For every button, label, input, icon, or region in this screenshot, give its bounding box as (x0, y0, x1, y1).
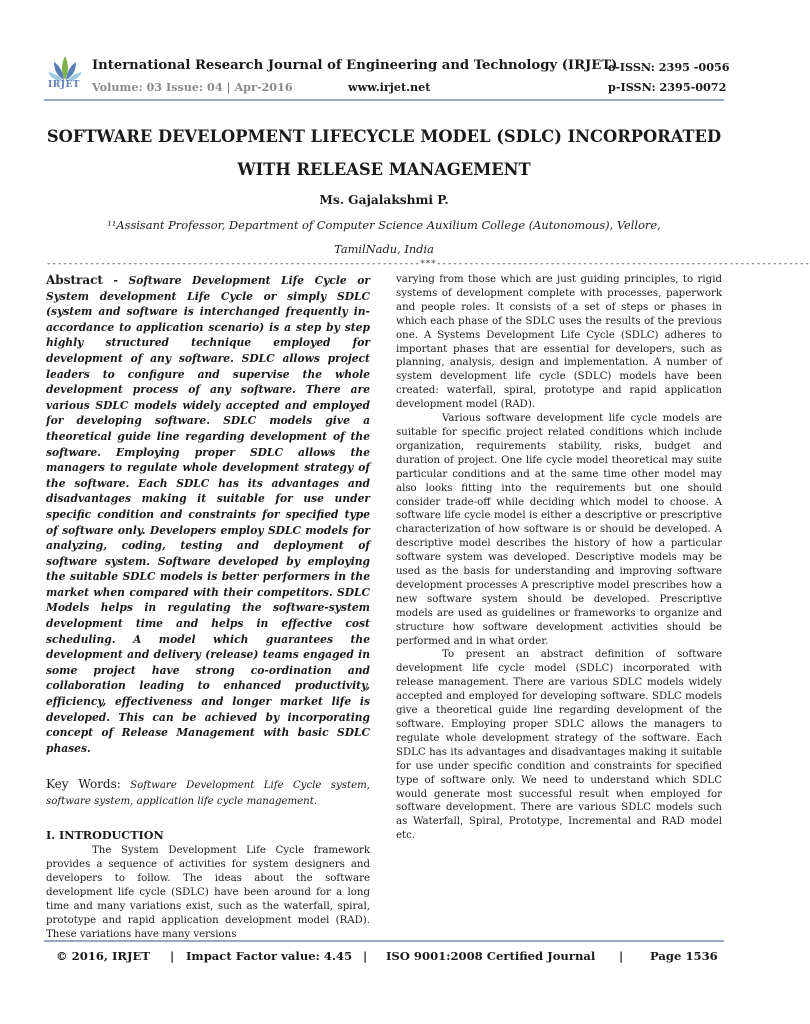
paper-title: SOFTWARE DEVELOPMENT LIFECYCLE MODEL (SDLC) INCORPORATED WITH RELEASE MANAGEMENT (46, 127, 722, 179)
footer-separator: | (170, 949, 175, 963)
intro-paragraph-2: Various software development life cycle models are suitable for specific project related conditions which include organization, requirements stability, risks, budget and duration of project. One life cycle model theoretical may suite particular conditions and at the same time other model may also looks fitting into the requirements but one should consider trade-off while deciding which model to choose. A software life cycle model is either a descriptive or prescriptive characterization of how software is or should be developed. A descriptive model describes the history of how a particular software system was developed. Descriptive models may be used as the basis for understanding and improving software development processes A prescriptive model prescribes how a new software system should be developed. Prescriptive models are used as guidelines or frameworks to organize and structure how software development activities should be performed and in what order. (396, 413, 722, 647)
abstract-text: - Software Development Life Cycle or System development Life Cycle or simply SDLC (system and software is interchanged frequently in-accordance to application scenario) is a step by step highly structured technique employed for development of any software. SDLC allows project leaders to configure and supervise the whole development process of any software. There are various SDLC models widely accepted and employed for developing software. SDLC models give a theoretical guide line regarding development of the software. Employing proper SDLC allows the managers to regulate whole development strategy of the software. Each SDLC has its advantages and disadvantages making it suitable for use under specific condition and constraints for specified type of software only. Developers employ SDLC models for analyzing, coding, testing and deployment of software system. Software developed by employing the suitable SDLC models is better performers in the market when compared with their competitors. SDLC Models helps in regulating the software-system development time and helps in effective cost scheduling. A model which guarantees the development and delivery (release) teams engaged in some project have strong co-ordination and collaboration leading to enhanced productivity, efficiency, effectiveness and longer market life is developed. This can be achieved by incorporating concept of Release Management with basic SDLC phases. (46, 274, 370, 755)
logo-text: IRJET (48, 80, 81, 90)
footer-separator: | (363, 949, 368, 963)
intro-paragraph-1-continued: varying from those which are just guiding principles, to rigid systems of development complete with processes, paperwork and people roles. It consists of a set of steps or phases in which each phase of the SDLC uses the results of the previous one. A Systems Development Life Cycle (SDLC) adheres to important phases that are essential for developers, such as planning, analysis, design and implementation. A number of system development life cycle (SDLC) models have been created: waterfall, spiral, prototype and rapid application development model (RAD). (396, 274, 722, 411)
e-issn: e-ISSN: 2395 -0056 (608, 60, 730, 74)
journal-name: International Research Journal of Engineering and Technology (IRJET) (92, 58, 618, 73)
volume-issue: Volume: 03 Issue: 04 | Apr-2016 (92, 80, 293, 94)
keywords-text: Software Development Life Cycle system, software system, application life cycle management. (46, 780, 371, 808)
abstract (46, 273, 370, 756)
author-affiliation: ¹¹Assisant Professor, Department of Computer Science Auxilium College (Autonomous), Vellore, TamilNadu, India (107, 218, 661, 256)
footer-separator: | (619, 949, 624, 963)
p-issn: p-ISSN: 2395-0072 (608, 80, 727, 94)
footer-impact-factor: Impact Factor value: 4.45 (186, 949, 353, 963)
keywords-label: Key Words: (46, 777, 121, 792)
footer-page-number: Page 1536 (650, 949, 718, 963)
intro-paragraph-3: To present an abstract definition of software development life cycle model (SDLC) incorporated with release management. There are various SDLC models widely accepted and employed for developing software. SDLC models give a theoretical guide line regarding development of the software. Employing proper SDLC allows the managers to regulate whole development strategy of the software. Each SDLC has its advantages and disadvantages making it suitable for use under specific condition and constraints for specified type of software only. We need to understand which SDLC would generate most successful result when employed for software development. There are various SDLC models such as Waterfall, Spiral, Prototype, Incremental and RAD model etc. (396, 649, 722, 842)
section-heading-introduction: I. INTRODUCTION (46, 828, 164, 843)
right-column (396, 273, 722, 843)
footer-iso: ISO 9001:2008 Certified Journal (386, 949, 596, 963)
left-column (46, 273, 370, 942)
section-divider: ---------------------------------------------------------------------***--------------------------------------------------------------------- (46, 259, 810, 269)
footer-rule (44, 940, 724, 942)
intro-paragraph-1: The System Development Life Cycle framework provides a sequence of activities for system designers and developers to follow. The ideas about the software development life cycle (SDLC) have been around for a long time and many variations exist, such as the waterfall, spiral, prototype and rapid application development model (RAD). These variations have many versions (46, 845, 370, 940)
author-name: Ms. Gajalakshmi P. (319, 193, 449, 207)
keywords (46, 776, 370, 810)
abstract-label: Abstract (46, 273, 103, 287)
header-rule (44, 99, 724, 101)
journal-url[interactable]: www.irjet.net (348, 80, 431, 94)
footer-copyright: © 2016, IRJET (56, 949, 150, 963)
